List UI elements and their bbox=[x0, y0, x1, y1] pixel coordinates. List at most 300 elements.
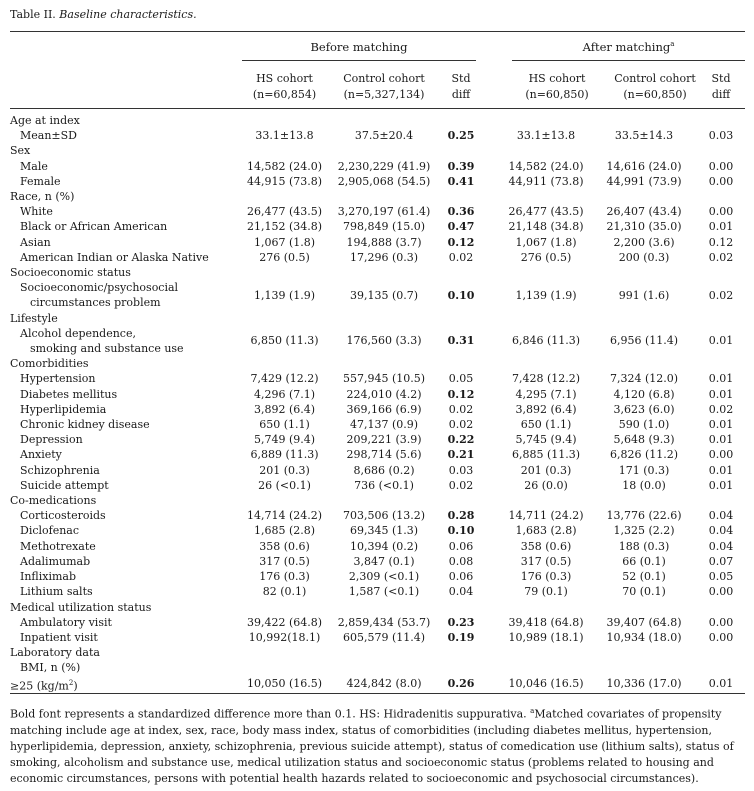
row-label: Black or African American bbox=[20, 220, 168, 234]
row-label: Diclofenac bbox=[20, 524, 80, 538]
row-label: Hyperlipidemia bbox=[20, 402, 107, 416]
table-cell: 1,683 (2.8) bbox=[515, 524, 577, 538]
table-row bbox=[10, 539, 745, 554]
table-cell: 14,714 (24.2) bbox=[246, 509, 323, 523]
table-cell: 21,310 (35.0) bbox=[606, 220, 682, 234]
table-cell: 2,200 (3.6) bbox=[613, 235, 675, 249]
row-label: Medical utilization status bbox=[10, 600, 152, 614]
row-label: Hypertension bbox=[20, 372, 96, 386]
table-cell: 0.19 bbox=[447, 630, 475, 644]
table-cell: 39,135 (0.7) bbox=[349, 288, 419, 302]
row-label: Race, n (%) bbox=[10, 190, 75, 204]
table-cell: 1,139 (1.9) bbox=[253, 288, 316, 302]
row-label: Corticosteroids bbox=[20, 509, 106, 523]
table-cell: 5,745 (9.4) bbox=[515, 433, 577, 447]
table-row bbox=[10, 569, 745, 584]
table-cell: 18 (0.0) bbox=[622, 478, 666, 492]
table-cell: 0.12 bbox=[447, 235, 475, 249]
table-cell: 6,885 (11.3) bbox=[511, 448, 581, 462]
table-cell: 26,407 (43.4) bbox=[606, 205, 682, 219]
table-cell: 0.02 bbox=[448, 478, 474, 492]
table-cell: 201 (0.3) bbox=[259, 463, 310, 477]
spacer-cell bbox=[481, 630, 501, 645]
table-cell: 0.10 bbox=[447, 524, 475, 538]
table-cell: 33.1±13.8 bbox=[516, 129, 576, 143]
spacer-cell bbox=[481, 417, 501, 432]
table-row bbox=[10, 219, 745, 234]
table-cell: 276 (0.5) bbox=[259, 250, 310, 264]
table-cell: 209,221 (3.9) bbox=[346, 433, 422, 447]
table-cell: 0.04 bbox=[448, 585, 474, 599]
table-cell: 4,296 (7.1) bbox=[253, 387, 316, 401]
table-footnote bbox=[10, 703, 745, 788]
col-header-line: HS cohort bbox=[256, 72, 313, 85]
table-cell: 194,888 (3.7) bbox=[346, 235, 422, 249]
col-header-line: Control cohort bbox=[614, 72, 696, 85]
table-cell: 1,587 (<0.1) bbox=[348, 585, 420, 599]
table-cell: 66 (0.1) bbox=[622, 554, 666, 568]
table-row bbox=[10, 432, 745, 447]
col-header-line: diff bbox=[711, 88, 731, 101]
table-cell: 8,686 (0.2) bbox=[353, 463, 415, 477]
table-cell: 0.03 bbox=[448, 463, 474, 477]
spacer-cell bbox=[481, 204, 501, 219]
col-header-line: (n=60,850) bbox=[623, 88, 687, 101]
table-cell: 10,336 (17.0) bbox=[606, 676, 682, 690]
table-cell: 0.26 bbox=[447, 676, 475, 690]
table-cell: 176 (0.3) bbox=[520, 570, 572, 584]
spacer-cell bbox=[481, 387, 501, 402]
table-cell: 201 (0.3) bbox=[520, 463, 572, 477]
table-cell: 6,850 (11.3) bbox=[250, 334, 319, 348]
table-row bbox=[10, 508, 745, 523]
table-cell: 0.01 bbox=[708, 334, 734, 348]
table-cell: 0.07 bbox=[708, 554, 734, 568]
table-cell: 0.00 bbox=[708, 174, 734, 188]
table-cell: 0.02 bbox=[448, 402, 474, 416]
spacer-cell bbox=[481, 523, 501, 538]
row-label: Socioeconomic status bbox=[10, 266, 131, 280]
table-row bbox=[10, 676, 745, 694]
table-cell: 10,934 (18.0) bbox=[606, 630, 682, 644]
spacer-cell bbox=[481, 554, 501, 569]
table-row bbox=[10, 463, 745, 478]
table-cell: 6,826 (11.2) bbox=[609, 448, 679, 462]
table-cell bbox=[327, 660, 441, 675]
table-cell: 82 (0.1) bbox=[262, 585, 307, 599]
col-header-line: (n=5,327,134) bbox=[343, 88, 425, 101]
header-bottom-rule bbox=[10, 108, 745, 109]
table-cell: 176,560 (3.3) bbox=[346, 334, 422, 348]
table-row bbox=[10, 523, 745, 538]
row-label-line2: smoking and substance use bbox=[30, 342, 184, 356]
footnote-part2: Matched covariates of propensity matching include age at index, sex, race, body mass index, status of comorbidities (including diabetes mellitus, hypertension, hyperlipidemia, depression, anxiety, schizophrenia, previous suicide attempt), status of comedication use (lithium salts), status of smoking, alcoholism and substance use, medical utilization status and socioeconomic status (problems related to housing and economic circumstances, persons with potential health hazards related to socioeconomic and psychosocial circumstances). bbox=[10, 707, 734, 786]
table-cell: 6,889 (11.3) bbox=[250, 448, 319, 462]
row-label: Age at index bbox=[10, 114, 80, 127]
table-row bbox=[10, 371, 745, 386]
table-cell: 0.28 bbox=[447, 509, 475, 523]
row-label: Anxiety bbox=[20, 448, 62, 462]
table-cell: 224,010 (4.2) bbox=[346, 387, 422, 401]
table-cell: 0.01 bbox=[708, 372, 734, 386]
table-cell: 0.04 bbox=[708, 524, 734, 538]
table-row bbox=[10, 417, 745, 432]
col-header-line: Std bbox=[451, 72, 471, 85]
table-cell: 14,582 (24.0) bbox=[246, 159, 323, 173]
table-bottom-rule bbox=[10, 693, 745, 694]
row-label: Female bbox=[20, 174, 61, 188]
table-cell: 0.02 bbox=[448, 250, 474, 264]
table-cell: 13,776 (22.6) bbox=[606, 509, 682, 523]
table-cell: 33.5±14.3 bbox=[614, 129, 674, 143]
table-cell: 0.02 bbox=[708, 288, 734, 302]
table-cell: 298,714 (5.6) bbox=[346, 448, 422, 462]
table-row bbox=[10, 402, 745, 417]
col-header-line: Control cohort bbox=[343, 72, 425, 85]
col-header-sd-before bbox=[441, 71, 481, 103]
col-header-line: HS cohort bbox=[528, 72, 586, 85]
caption-prefix: Table II. bbox=[10, 8, 56, 21]
table-cell: 2,905,068 (54.5) bbox=[337, 174, 431, 188]
row-label: American Indian or Alaska Native bbox=[20, 250, 209, 264]
table-cell: 1,067 (1.8) bbox=[515, 235, 577, 249]
row-label: Inpatient visit bbox=[20, 630, 98, 644]
row-label: Asian bbox=[20, 235, 51, 249]
spacer-cell bbox=[481, 447, 501, 462]
spacer-cell bbox=[481, 660, 501, 675]
table-cell: 39,407 (64.8) bbox=[606, 615, 682, 629]
row-label: Diabetes mellitus bbox=[20, 387, 118, 401]
table-row bbox=[10, 554, 745, 569]
row-label: Schizophrenia bbox=[20, 463, 100, 477]
table-cell: 3,892 (6.4) bbox=[515, 402, 577, 416]
group-rule-before bbox=[242, 60, 476, 61]
table-cell: 0.03 bbox=[708, 129, 734, 143]
table-cell: 0.02 bbox=[448, 418, 474, 432]
spacer-cell bbox=[481, 569, 501, 584]
table-cell: 798,849 (15.0) bbox=[342, 220, 426, 234]
table-cell: 369,166 (6.9) bbox=[346, 402, 422, 416]
table-cell: 0.47 bbox=[447, 220, 475, 234]
table-cell: 703,506 (13.2) bbox=[342, 509, 426, 523]
table-cell: 14,582 (24.0) bbox=[508, 159, 584, 173]
group-after-label: After matching bbox=[582, 40, 671, 54]
spacer-cell bbox=[481, 478, 501, 493]
table-cell: 0.01 bbox=[708, 418, 734, 432]
table-cell: 0.02 bbox=[708, 250, 734, 264]
group-before-matching: Before matching bbox=[310, 40, 408, 54]
table-cell: 0.22 bbox=[447, 433, 475, 447]
table-cell: 3,270,197 (61.4) bbox=[337, 205, 431, 219]
group-after-sup: a bbox=[670, 40, 675, 49]
row-label: Laboratory data bbox=[10, 646, 100, 660]
table-cell: 70 (0.1) bbox=[622, 585, 666, 599]
table-caption bbox=[10, 8, 197, 21]
row-label: Comorbidities bbox=[10, 357, 89, 371]
table-row bbox=[10, 478, 745, 493]
table-cell: 6,956 (11.4) bbox=[609, 334, 679, 348]
table-cell: 26,477 (43.5) bbox=[246, 205, 323, 219]
table-cell: 26 (0.0) bbox=[524, 478, 568, 492]
table-cell: 1,139 (1.9) bbox=[515, 288, 577, 302]
row-label: Lifestyle bbox=[10, 311, 58, 325]
table-cell: 0.06 bbox=[448, 539, 474, 553]
table-cell: 14,711 (24.2) bbox=[508, 509, 584, 523]
table-cell: 650 (1.1) bbox=[259, 418, 310, 432]
table-cell: 26,477 (43.5) bbox=[508, 205, 584, 219]
table-cell: 590 (1.0) bbox=[618, 418, 670, 432]
table-cell: 17,296 (0.3) bbox=[349, 250, 419, 264]
table-cell: 0.39 bbox=[447, 159, 475, 173]
row-label: Sex bbox=[10, 144, 31, 158]
row-label: Adalimumab bbox=[20, 554, 91, 568]
table-cell: 188 (0.3) bbox=[618, 539, 670, 553]
table-cell: 317 (0.5) bbox=[259, 554, 310, 568]
spacer-cell bbox=[481, 584, 501, 599]
baseline-table bbox=[10, 113, 745, 693]
table-cell: 2,859,434 (53.7) bbox=[337, 615, 431, 629]
section-row bbox=[10, 645, 745, 660]
table-row bbox=[10, 235, 745, 250]
table-cell: 176 (0.3) bbox=[259, 570, 310, 584]
row-label-line1: Alcohol dependence, bbox=[20, 326, 136, 340]
table-cell: 0.21 bbox=[447, 448, 475, 462]
spacer-cell bbox=[481, 463, 501, 478]
table-cell: 44,991 (73.9) bbox=[606, 174, 682, 188]
group-rule-after bbox=[512, 60, 745, 61]
col-header-ctrl-before bbox=[327, 71, 441, 103]
table-cell: 0.05 bbox=[708, 570, 734, 584]
table-cell: 0.23 bbox=[447, 615, 475, 629]
table-row bbox=[10, 326, 745, 356]
table-cell: 0.04 bbox=[708, 509, 734, 523]
table-cell bbox=[242, 660, 327, 675]
spacer-cell bbox=[481, 615, 501, 630]
table-row bbox=[10, 159, 745, 174]
section-row bbox=[10, 189, 745, 204]
table-cell: 0.01 bbox=[708, 463, 734, 477]
spacer-cell bbox=[481, 508, 501, 523]
spacer-cell bbox=[481, 676, 501, 694]
row-label: BMI, n (%) bbox=[20, 661, 81, 675]
table-cell: 0.01 bbox=[708, 478, 734, 492]
col-header-line: Std bbox=[711, 72, 731, 85]
table-cell: 39,418 (64.8) bbox=[508, 615, 584, 629]
table-cell: 10,992(18.1) bbox=[248, 630, 321, 644]
table-cell: 0.04 bbox=[708, 539, 734, 553]
table-cell: 0.00 bbox=[708, 159, 734, 173]
row-label: White bbox=[20, 205, 53, 219]
table-cell: 0.02 bbox=[708, 402, 734, 416]
table-cell: 0.12 bbox=[708, 235, 734, 249]
section-row bbox=[10, 113, 745, 128]
table-cell: 7,324 (12.0) bbox=[609, 372, 679, 386]
table-row bbox=[10, 387, 745, 402]
table-row bbox=[10, 128, 745, 143]
table-cell: 10,394 (0.2) bbox=[349, 539, 419, 553]
table-cell: 0.00 bbox=[708, 630, 734, 644]
spacer-cell bbox=[481, 326, 501, 356]
table-cell bbox=[501, 660, 591, 675]
table-cell: 0.00 bbox=[708, 615, 734, 629]
table-cell: 4,295 (7.1) bbox=[515, 387, 577, 401]
table-cell bbox=[697, 660, 745, 675]
table-cell bbox=[591, 660, 697, 675]
spacer-cell bbox=[481, 371, 501, 386]
table-row bbox=[10, 280, 745, 310]
row-label: Lithium salts bbox=[20, 585, 93, 599]
col-header-line: (n=60,854) bbox=[252, 88, 317, 101]
table-cell: 0.10 bbox=[447, 288, 475, 302]
table-cell: 1,325 (2.2) bbox=[613, 524, 675, 538]
section-row bbox=[10, 143, 745, 158]
footnote-part1: Bold font represents a standardized difference more than 0.1. HS: Hidradenitis suppurativa. bbox=[10, 707, 531, 721]
table-cell: 358 (0.6) bbox=[259, 539, 310, 553]
footnote-sup: a bbox=[530, 707, 535, 715]
table-cell: 5,749 (9.4) bbox=[253, 433, 316, 447]
table-row bbox=[10, 660, 745, 675]
row-label-line2: circumstances problem bbox=[30, 296, 161, 310]
table-cell: 0.05 bbox=[448, 372, 474, 386]
table-cell: 10,046 (16.5) bbox=[508, 676, 584, 690]
row-label bbox=[10, 280, 242, 310]
table-cell: 0.01 bbox=[708, 676, 734, 690]
section-row bbox=[10, 356, 745, 371]
row-label: Chronic kidney disease bbox=[20, 418, 150, 432]
table-cell: 0.01 bbox=[708, 433, 734, 447]
table-row bbox=[10, 630, 745, 645]
table-cell: 0.06 bbox=[448, 570, 474, 584]
spacer-cell bbox=[481, 250, 501, 265]
table-cell: 991 (1.6) bbox=[618, 288, 670, 302]
table-cell: 557,945 (10.5) bbox=[342, 372, 426, 386]
table-cell: 7,429 (12.2) bbox=[250, 372, 319, 386]
spacer-cell bbox=[481, 174, 501, 189]
row-label-line1: Socioeconomic/psychosocial bbox=[20, 281, 179, 295]
row-label: Depression bbox=[20, 433, 83, 447]
col-header-line: (n=60,850) bbox=[525, 88, 589, 101]
table-row bbox=[10, 447, 745, 462]
row-label: Suicide attempt bbox=[20, 478, 109, 492]
table-cell: 276 (0.5) bbox=[520, 250, 572, 264]
table-cell: 317 (0.5) bbox=[520, 554, 572, 568]
table-cell: 3,892 (6.4) bbox=[253, 402, 316, 416]
table-cell: 47,137 (0.9) bbox=[349, 418, 419, 432]
col-header-ctrl-after bbox=[602, 71, 708, 103]
table-cell: 69,345 (1.3) bbox=[349, 524, 419, 538]
table-cell: 0.00 bbox=[708, 205, 734, 219]
row-label: Methotrexate bbox=[20, 539, 96, 553]
table-cell: 39,422 (64.8) bbox=[246, 615, 323, 629]
table-cell: 0.25 bbox=[447, 129, 475, 143]
col-header-hs-before bbox=[242, 71, 327, 103]
spacer-cell bbox=[481, 432, 501, 447]
table-cell: 7,428 (12.2) bbox=[511, 372, 581, 386]
table-cell: 10,050 (16.5) bbox=[246, 676, 323, 690]
row-label bbox=[10, 326, 242, 356]
table-cell bbox=[441, 660, 481, 675]
table-cell: 0.00 bbox=[708, 585, 734, 599]
table-cell: 171 (0.3) bbox=[618, 463, 670, 477]
table-cell: 605,579 (11.4) bbox=[342, 630, 426, 644]
table-row bbox=[10, 584, 745, 599]
table-row bbox=[10, 615, 745, 630]
table-cell: 0.41 bbox=[447, 174, 475, 188]
table-row bbox=[10, 204, 745, 219]
spacer-cell bbox=[481, 219, 501, 234]
table-cell: 0.00 bbox=[708, 448, 734, 462]
table-cell: 37.5±20.4 bbox=[354, 129, 414, 143]
group-after-matching bbox=[512, 40, 745, 54]
table-cell: 200 (0.3) bbox=[618, 250, 670, 264]
table-cell: 14,616 (24.0) bbox=[606, 159, 682, 173]
row-label: Infliximab bbox=[20, 570, 77, 584]
table-cell: 3,623 (6.0) bbox=[613, 402, 675, 416]
col-header-line: diff bbox=[451, 88, 471, 101]
table-cell: 5,648 (9.3) bbox=[613, 433, 675, 447]
caption-title: Baseline characteristics. bbox=[59, 8, 197, 21]
table-cell: 33.1±13.8 bbox=[255, 129, 314, 143]
row-label: Mean±SD bbox=[20, 129, 77, 143]
table-cell: 4,120 (6.8) bbox=[613, 387, 675, 401]
table-row bbox=[10, 250, 745, 265]
table-cell: 736 (<0.1) bbox=[354, 478, 414, 492]
table-cell: 21,148 (34.8) bbox=[508, 220, 584, 234]
row-label: Ambulatory visit bbox=[20, 615, 112, 629]
section-row bbox=[10, 600, 745, 615]
table-cell: 0.12 bbox=[447, 387, 475, 401]
row-label: Male bbox=[20, 159, 48, 173]
table-cell: 79 (0.1) bbox=[524, 585, 568, 599]
col-header-hs-after bbox=[512, 71, 602, 103]
table-cell: 3,847 (0.1) bbox=[353, 554, 415, 568]
row-label: Co-medications bbox=[10, 494, 97, 508]
table-cell: 1,067 (1.8) bbox=[253, 235, 316, 249]
table-cell: 44,915 (73.8) bbox=[246, 174, 323, 188]
table-cell: 2,309 (<0.1) bbox=[348, 570, 420, 584]
section-row bbox=[10, 311, 745, 326]
table-cell: 358 (0.6) bbox=[520, 539, 572, 553]
table-cell: 424,842 (8.0) bbox=[346, 676, 422, 690]
table-cell: 0.36 bbox=[447, 205, 475, 219]
table-cell: 2,230,229 (41.9) bbox=[337, 159, 431, 173]
table-cell: 0.01 bbox=[708, 387, 734, 401]
table-cell: 52 (0.1) bbox=[622, 570, 666, 584]
table-cell: 10,989 (18.1) bbox=[508, 630, 584, 644]
table-cell: 26 (<0.1) bbox=[258, 478, 311, 492]
table-cell: 44,911 (73.8) bbox=[508, 174, 584, 188]
section-row bbox=[10, 493, 745, 508]
spacer-cell bbox=[481, 128, 501, 143]
table-cell: 650 (1.1) bbox=[520, 418, 572, 432]
table-cell: 1,685 (2.8) bbox=[253, 524, 316, 538]
table-row bbox=[10, 174, 745, 189]
row-label: ≥25 $(kg/m^2)$ bbox=[10, 678, 78, 693]
spacer-cell bbox=[481, 402, 501, 417]
spacer-cell bbox=[481, 159, 501, 174]
table-cell: 0.01 bbox=[708, 220, 734, 234]
spacer-cell bbox=[481, 280, 501, 310]
table-cell: 6,846 (11.3) bbox=[511, 334, 581, 348]
section-row bbox=[10, 265, 745, 280]
spacer-cell bbox=[481, 539, 501, 554]
table-cell: 21,152 (34.8) bbox=[246, 220, 323, 234]
spacer-cell bbox=[481, 235, 501, 250]
col-header-sd-after bbox=[697, 71, 745, 103]
table-cell: 0.08 bbox=[448, 554, 474, 568]
top-rule bbox=[10, 31, 745, 32]
table-cell: 0.31 bbox=[447, 334, 475, 348]
